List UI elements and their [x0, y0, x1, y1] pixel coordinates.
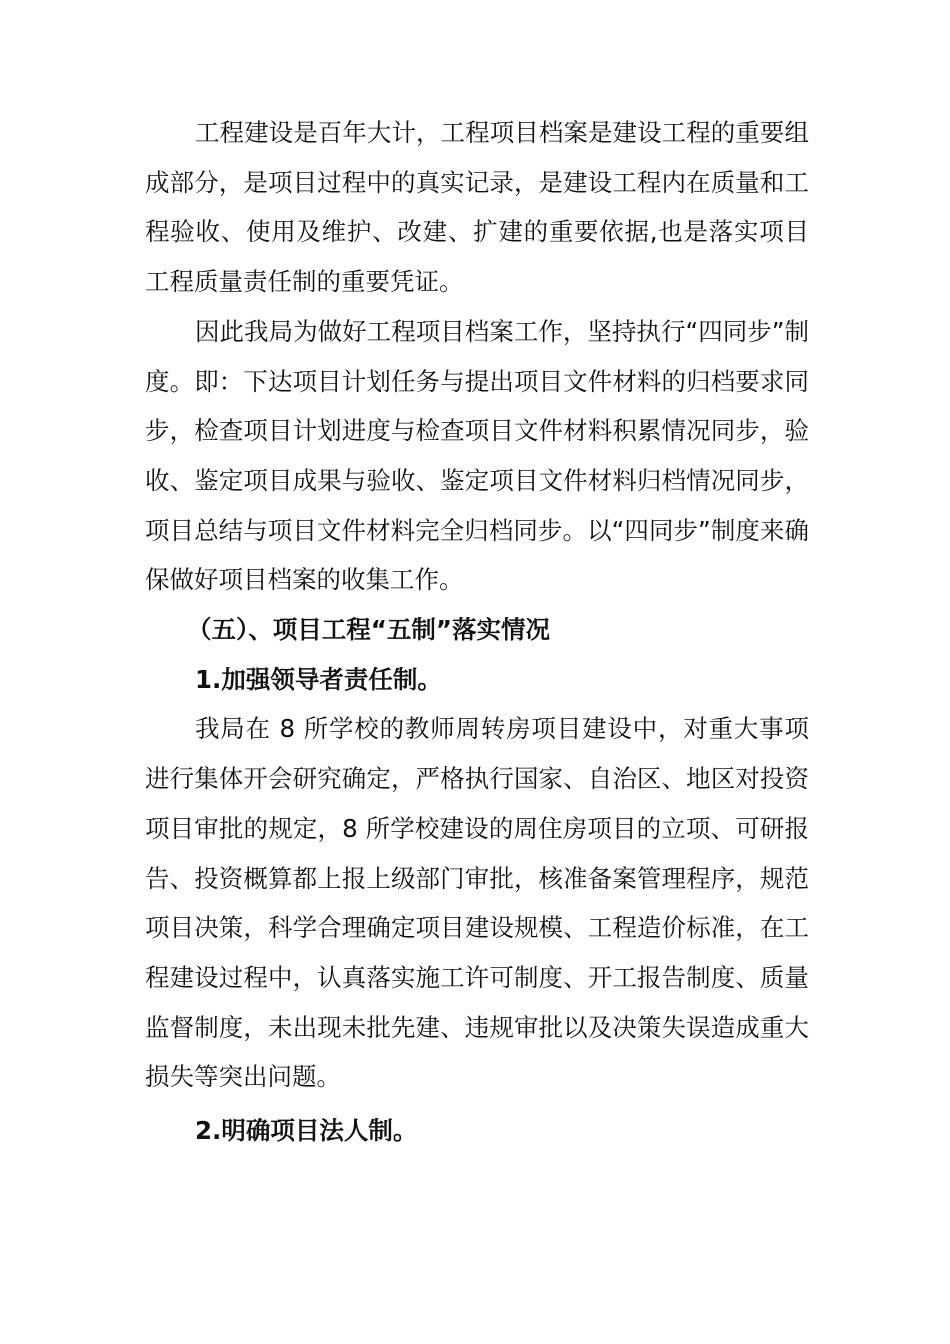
paragraph-teacher-housing-projects: 我局在 8 所学校的教师周转房项目建设中，对重大事项进行集体开会研究确定，严格执行国家、自治区、地区对投资项目审批的规定，8 所学校建设的周住房项目的立项、可研报告、投资概算都上报上级部门审批，核准备案管理程序，规范项目决策，科学合理确定项目建设规模、工程造价标准，在工程建设过程中，认真落实施工许可制度、开工报告制度、质量监督制度，未出现未批先建、违规审批以及决策失误造成重大损失等突出问题。: [145, 714, 809, 1092]
subheading-project-legal-person: 2.明确项目法人制。: [195, 1116, 418, 1146]
paragraph-four-synchronizations: 因此我局为做好工程项目档案工作，坚持执行“四同步”制度。即：下达项目计划任务与提出项目文件材料的归档要求同步，检查项目计划进度与检查项目文件材料积累情况同步，验收、鉴定项目成果与验收、鉴定项目文件材料归档情况同步，项目总结与项目文件材料完全归档同步。以“四同步”制度来确保做好项目档案的收集工作。: [145, 316, 809, 595]
section-heading-five-systems: （五）、项目工程“五制”落实情况: [187, 615, 550, 645]
subheading-leadership-responsibility: 1.加强领导者责任制。: [195, 664, 442, 694]
paragraph-archives-importance: 工程建设是百年大计，工程项目档案是建设工程的重要组成部分，是项目过程中的真实记录，是建设工程内在质量和工程验收、使用及维护、改建、扩建的重要依据,也是落实项目工程质量责任制的重要凭证。: [145, 118, 809, 297]
document-body: [145, 108, 809, 1156]
